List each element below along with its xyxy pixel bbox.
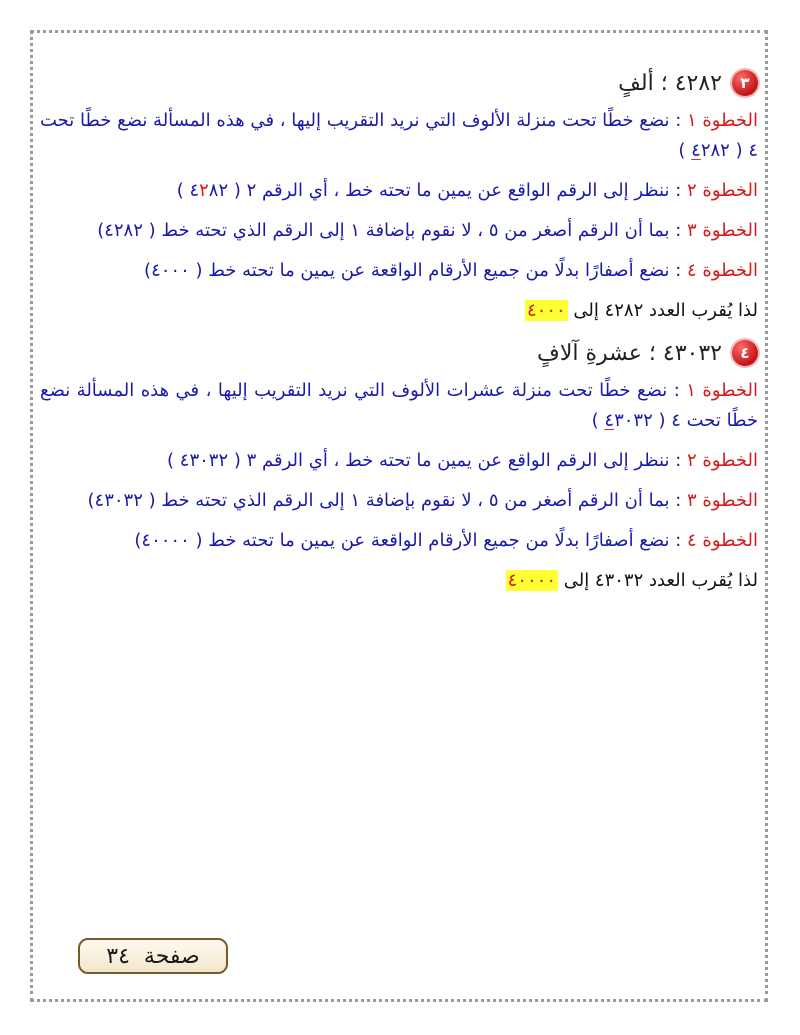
step-text: : ننظر إلى الرقم الواقع عن يمين ما تحته خط ، أي الرقم ٣ ( ٤٣٠٣٢ ) [167, 450, 687, 471]
result-text: لذا يُقرب العدد ٤٢٨٢ إلى [567, 300, 758, 321]
step-text: : نضع خطًا تحت منزلة عشرات الألوف التي نريد التقريب إليها ، في هذه المسألة نضع خطًا تحت ٤ ( [40, 380, 758, 431]
result-line [40, 566, 758, 596]
step-3 [40, 216, 758, 246]
step-3 [40, 486, 758, 516]
step-4 [40, 256, 758, 286]
step-label: الخطوة ٤ [687, 530, 758, 551]
step-text-end: ٣٠٣٢ ) [591, 410, 653, 431]
underlined-digit: ٤ [604, 410, 615, 431]
problem-title: ٤٣٠٣٢ ؛ عشرةِ آلافٍ [537, 340, 722, 366]
step-1 [40, 376, 758, 436]
problem-header-3 [40, 70, 758, 96]
step-label: الخطوة ١ [686, 380, 758, 401]
step-text: : بما أن الرقم أصغر من ٥ ، لا نقوم بإضافة ١ إلى الرقم الذي تحته خط ( ٤٢٨٢) [97, 220, 687, 241]
page-number-label [78, 938, 228, 974]
result-value: ٤٠٠٠ [526, 300, 566, 321]
step-2 [40, 176, 758, 206]
step-text: : نضع خطًا تحت منزلة الألوف التي نريد التقريب إليها ، في هذه المسألة نضع خطًا تحت ٤ ( [40, 110, 758, 161]
step-2 [40, 446, 758, 476]
step-label: الخطوة ٣ [687, 220, 758, 241]
step-1 [40, 106, 758, 166]
problem-number-badge: ٤ [732, 340, 758, 366]
step-label: الخطوة ١ [686, 110, 758, 131]
page-word: صفحة [143, 943, 200, 969]
problem-title: ٤٢٨٢ ؛ ألفٍ [618, 70, 722, 96]
page-number: ٣٤ [106, 943, 130, 969]
step-label: الخطوة ٢ [687, 450, 758, 471]
result-value: ٤٠٠٠٠ [507, 570, 556, 591]
step-text: : نضع أصفارًا بدلًا من جميع الأرقام الواقعة عن يمين ما تحته خط ( ٤٠٠٠) [144, 260, 687, 281]
step-4 [40, 526, 758, 556]
page-content [40, 70, 758, 610]
underlined-digit: ٤ [691, 140, 701, 161]
step-text-end: ٢٨٢ ) [678, 140, 730, 161]
step-label: الخطوة ٢ [687, 180, 758, 201]
result-text: لذا يُقرب العدد ٤٣٠٣٢ إلى [557, 570, 758, 591]
step-label: الخطوة ٤ [687, 260, 758, 281]
result-line [40, 296, 758, 326]
step-label: الخطوة ٣ [687, 490, 758, 511]
step-text: : بما أن الرقم أصغر من ٥ ، لا نقوم بإضافة ١ إلى الرقم الذي تحته خط ( ٤٣٠٣٢) [87, 490, 687, 511]
highlighted-digit: ٢ [199, 180, 209, 201]
step-text: : نضع أصفارًا بدلًا من جميع الأرقام الواقعة عن يمين ما تحته خط ( ٤٠٠٠٠) [134, 530, 687, 551]
step-text: : ننظر إلى الرقم الواقع عن يمين ما تحته خط ، أي الرقم ٢ ( ٤ [189, 180, 687, 201]
problem-number-badge: ٣ [732, 70, 758, 96]
step-text-end: ٨٢ ) [176, 180, 229, 201]
problem-header-4 [40, 340, 758, 366]
